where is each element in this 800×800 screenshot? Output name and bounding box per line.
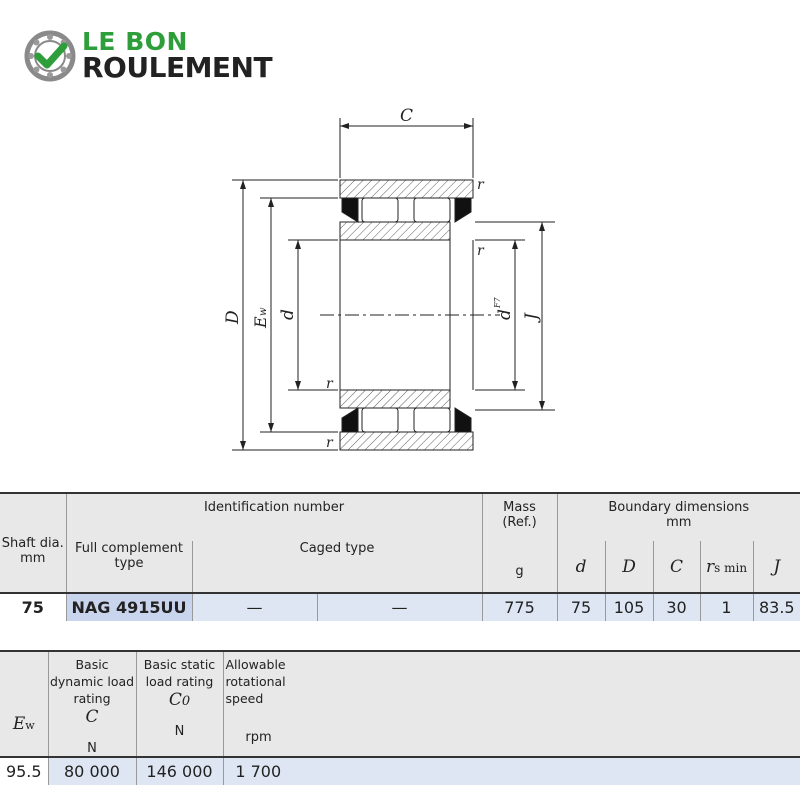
identification-header: Identification number bbox=[66, 493, 482, 541]
cell-J: 83.5 bbox=[753, 593, 800, 621]
cell-caged-2: — bbox=[317, 593, 482, 621]
cell-shaft: 75 bbox=[0, 593, 66, 621]
static-load-symbol: C bbox=[168, 690, 182, 710]
cell-r: 1 bbox=[700, 593, 753, 621]
mass-unit: g bbox=[515, 564, 524, 579]
dimensions-table bbox=[0, 492, 800, 621]
dim-label-r: r bbox=[477, 243, 484, 259]
static-load-symbol-wrap bbox=[137, 690, 223, 710]
header-Ew-symbol: E bbox=[12, 714, 26, 734]
shaft-dia-header: Shaft dia. mm bbox=[1, 536, 64, 566]
dim-label-r: r bbox=[326, 435, 333, 451]
cell-mass: 775 bbox=[482, 593, 557, 621]
dynamic-load-header bbox=[48, 651, 136, 757]
boundary-unit: mm bbox=[666, 515, 692, 530]
dim-label-r: r bbox=[477, 177, 484, 193]
table-row bbox=[0, 593, 800, 621]
header-D: D bbox=[605, 541, 653, 593]
brand-logo bbox=[24, 28, 314, 84]
static-load-header bbox=[136, 651, 223, 757]
static-load-sub: 0 bbox=[181, 694, 191, 709]
static-load-label: Basic static load rating bbox=[143, 657, 216, 689]
load-rating-table bbox=[0, 650, 800, 785]
header-d: d bbox=[557, 541, 605, 593]
bearing-check-icon bbox=[24, 30, 76, 82]
header-rs-min bbox=[700, 541, 753, 593]
brand-line1: LE BON bbox=[82, 27, 188, 56]
dim-label-J: J bbox=[522, 313, 542, 320]
header-J: J bbox=[753, 541, 800, 593]
brand-line2: ROULEMENT bbox=[82, 51, 273, 84]
mass-header bbox=[482, 493, 557, 593]
header-Ew bbox=[0, 651, 48, 757]
dim-label-Ew-sub: w bbox=[258, 307, 269, 316]
boundary-header bbox=[557, 493, 800, 541]
dim-label-F7: F7 bbox=[493, 297, 502, 308]
dynamic-load-label: Basic dynamic load rating bbox=[49, 657, 135, 706]
cell-static: 146 000 bbox=[136, 757, 223, 785]
cell-speed: 1 700 bbox=[223, 757, 293, 785]
full-complement-header: Full complement type bbox=[66, 541, 192, 593]
table-row bbox=[0, 757, 800, 785]
dim-label-d: d bbox=[278, 309, 298, 320]
dynamic-load-unit: N bbox=[87, 741, 97, 756]
dim-label-Ew: E bbox=[251, 316, 270, 328]
cell-empty bbox=[293, 757, 800, 785]
dim-label-D: D bbox=[223, 310, 243, 324]
static-load-unit: N bbox=[174, 724, 185, 739]
mass-label: Mass (Ref.) bbox=[502, 500, 537, 530]
cell-d: 75 bbox=[557, 593, 605, 621]
dynamic-load-symbol: C bbox=[85, 707, 99, 727]
boundary-label: Boundary dimensions bbox=[608, 500, 750, 515]
header-C: C bbox=[653, 541, 700, 593]
header-Ew-sub: w bbox=[25, 719, 35, 732]
speed-unit: rpm bbox=[245, 730, 272, 745]
dim-label-C: C bbox=[400, 106, 414, 126]
speed-label: Allowable rotational speed bbox=[225, 657, 286, 706]
cell-full-complement: NAG 4915UU bbox=[66, 593, 192, 621]
cell-Ew: 95.5 bbox=[0, 757, 48, 785]
speed-header bbox=[223, 651, 800, 757]
cell-C: 30 bbox=[653, 593, 700, 621]
caged-type-header: Caged type bbox=[192, 541, 482, 593]
header-r: r bbox=[705, 556, 715, 577]
cell-D: 105 bbox=[605, 593, 653, 621]
header-r-sub: s min bbox=[714, 560, 748, 575]
bearing-cross-section-drawing bbox=[0, 95, 800, 480]
cell-caged-1: — bbox=[192, 593, 317, 621]
dim-label-r: r bbox=[326, 376, 333, 392]
cell-dynamic: 80 000 bbox=[48, 757, 136, 785]
dim-label-dF7: d bbox=[495, 309, 515, 320]
